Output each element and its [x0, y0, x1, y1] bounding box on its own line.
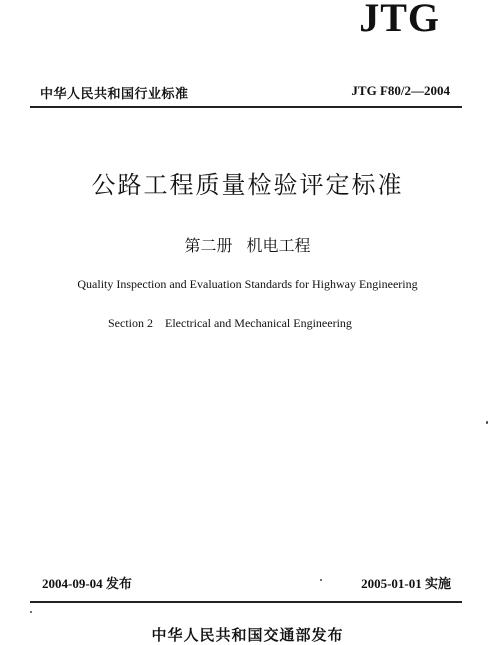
section-name: Electrical and Mechanical Engineering	[165, 316, 352, 330]
implementation-date: 2005-01-01 实施	[361, 576, 451, 591]
document-title-chinese: 公路工程质量检验评定标准	[91, 171, 404, 199]
volume-name: 机电工程	[246, 236, 311, 255]
section-number: Section 2	[108, 316, 153, 330]
standard-category: 中华人民共和国行业标准	[40, 87, 189, 102]
scan-speck	[30, 611, 32, 613]
top-divider	[30, 106, 462, 108]
scan-speck	[320, 579, 322, 581]
bottom-divider	[30, 601, 462, 603]
document-title-english: Quality Inspection and Evaluation Standards for Highway Engineering	[77, 277, 418, 291]
scan-speck	[486, 421, 488, 424]
issue-date: 2004-09-04 发布	[42, 576, 132, 591]
standard-code: JTG F80/2—2004	[351, 83, 450, 98]
section-subtitle-english	[108, 316, 352, 331]
volume-subtitle	[0, 233, 495, 256]
volume-number: 第二册	[184, 236, 233, 255]
publisher: 中华人民共和国交通部发布	[151, 626, 344, 644]
jtg-logo: JTG	[359, 0, 440, 40]
